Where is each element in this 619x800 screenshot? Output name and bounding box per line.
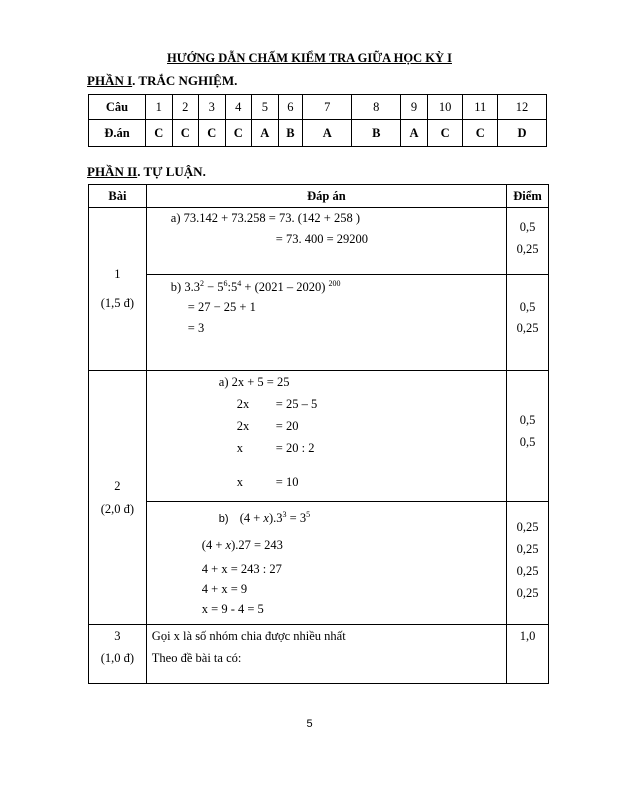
- answer-cell: B: [352, 120, 401, 147]
- bai3-points: (1,0 đ): [100, 651, 135, 665]
- question-cell: 12: [498, 95, 547, 120]
- bai2a-expr: = 25 – 5: [275, 397, 318, 411]
- bai3-score: [507, 625, 549, 684]
- answer-cell: D: [498, 120, 547, 147]
- score: 0,25: [516, 586, 539, 600]
- score: 0,25: [516, 542, 539, 556]
- exponent: 2: [199, 279, 204, 288]
- question-cell: 6: [278, 95, 303, 120]
- bai1b-line3: = 3: [187, 321, 205, 335]
- question-cell: 11: [463, 95, 498, 120]
- bai2a-answer: [146, 371, 506, 502]
- bai2-number: 2: [114, 478, 121, 493]
- row-label-cau: Câu: [89, 95, 146, 120]
- bai1-number: 1: [114, 267, 121, 281]
- bai2-cell: [89, 371, 147, 625]
- bai2b-answer: [146, 502, 506, 625]
- bai1b-score: [507, 275, 549, 371]
- score: 0,25: [516, 564, 539, 578]
- bai3-answer: [146, 625, 506, 684]
- table-row: [89, 275, 549, 371]
- bai2a-line1: a) 2x + 5 = 25: [218, 375, 290, 389]
- section-heading-part2: [87, 164, 206, 180]
- text: − 5: [203, 280, 224, 295]
- document-title: HƯỚNG DẪN CHẤM KIỂM TRA GIỮA HỌC KỲ I: [167, 51, 452, 65]
- answer-cell: C: [463, 120, 498, 147]
- answer-cell: C: [225, 120, 252, 147]
- bai1-points: (1,5 đ): [100, 296, 135, 310]
- bai1a-line1: a) 73.142 + 73.258 = 73. (142 + 258 ): [170, 211, 360, 225]
- exponent: 4: [237, 279, 242, 288]
- score: 0,5: [519, 435, 536, 449]
- bai2b-line3: 4 + x = 243 : 27: [201, 562, 282, 576]
- text: :5: [227, 280, 238, 295]
- question-cell: 3: [199, 95, 226, 120]
- text: + (2021 – 2020): [241, 280, 329, 295]
- bai1-cell: [89, 208, 147, 371]
- header-bai: Bài: [89, 185, 147, 208]
- answer-key-table: [88, 94, 547, 147]
- bai2b-score: [507, 502, 549, 625]
- bai3-number: 3: [114, 629, 121, 643]
- bai2a-score: [507, 371, 549, 502]
- bai1b-line2: = 27 − 25 + 1: [187, 300, 256, 314]
- question-cell: 9: [401, 95, 428, 120]
- bai2b-line5: x = 9 - 4 = 5: [201, 602, 264, 616]
- variable: x: [225, 538, 232, 552]
- text: (4 +: [201, 538, 226, 552]
- answer-cell: C: [199, 120, 226, 147]
- answer-cell: B: [278, 120, 303, 147]
- score: 0,25: [516, 520, 539, 534]
- question-cell: 8: [352, 95, 401, 120]
- essay-table: [88, 184, 549, 684]
- score: 0,25: [516, 321, 539, 335]
- score: 1,0: [519, 629, 536, 643]
- text: ).27 = 243: [231, 538, 283, 552]
- header-diem: Điểm: [507, 185, 549, 208]
- question-cell: 4: [225, 95, 252, 120]
- variable: x: [263, 511, 269, 526]
- header-row: [89, 185, 549, 208]
- score: 0,25: [516, 242, 539, 256]
- bai3-line1: Gọi x là số nhóm chia được nhiều nhất: [151, 629, 346, 643]
- bai3-cell: [89, 625, 147, 684]
- header-dapan: Đáp án: [146, 185, 506, 208]
- question-row: [89, 95, 547, 120]
- text: b): [218, 513, 229, 526]
- bai2b-line4: 4 + x = 9: [201, 582, 248, 596]
- bai2a-expr: = 20: [275, 419, 299, 433]
- bai2-points: (2,0 đ): [100, 501, 135, 516]
- bai1b-answer: [146, 275, 506, 371]
- answer-row: [89, 120, 547, 147]
- table-row: [89, 371, 549, 502]
- bai1a-answer: [146, 208, 506, 275]
- section-heading-part1: [87, 73, 237, 89]
- answer-cell: C: [146, 120, 173, 147]
- part1-rest: . TRẮC NGHIỆM.: [132, 73, 238, 88]
- answer-cell: C: [172, 120, 199, 147]
- text: = 3: [286, 511, 307, 526]
- bai3-line2: Theo đề bài ta có:: [151, 651, 242, 665]
- bai1a-score: [507, 208, 549, 275]
- answer-cell: A: [401, 120, 428, 147]
- part2-rest: . TỰ LUẬN.: [137, 164, 206, 179]
- score: 0,5: [519, 220, 536, 234]
- answer-cell: C: [427, 120, 463, 147]
- question-cell: 10: [427, 95, 463, 120]
- table-row: [89, 625, 549, 684]
- bai1a-line2: = 73. 400 = 29200: [275, 232, 369, 246]
- question-cell: 2: [172, 95, 199, 120]
- exponent: 3: [282, 510, 287, 519]
- row-label-dan: Đ.án: [89, 120, 146, 147]
- bai2a-var: x: [236, 441, 244, 455]
- answer-cell: A: [303, 120, 352, 147]
- text: (4 +: [239, 511, 264, 526]
- bai2b-line2: [202, 538, 283, 553]
- answer-cell: A: [252, 120, 279, 147]
- text: b) 3.3: [170, 280, 200, 295]
- table-row: [89, 502, 549, 625]
- part1-label: PHẦN I: [87, 73, 133, 88]
- page-number: 5: [306, 718, 313, 730]
- bai2a-var: x: [236, 475, 244, 489]
- part2-label: PHẦN II: [87, 164, 138, 179]
- table-row: [89, 208, 549, 275]
- question-cell: 7: [303, 95, 352, 120]
- question-cell: 1: [146, 95, 173, 120]
- bai2a-var: 2x: [236, 397, 250, 411]
- bai2a-expr: = 10: [275, 475, 299, 489]
- score: 0,5: [519, 413, 536, 427]
- score: 0,5: [519, 300, 536, 314]
- bai1b-line1: [171, 279, 341, 295]
- bai2b-line1: [219, 510, 310, 526]
- text: ).3: [268, 511, 283, 526]
- exponent: 5: [306, 510, 311, 519]
- exponent: 6: [223, 279, 228, 288]
- exponent: 200: [328, 279, 341, 288]
- bai2a-expr: = 20 : 2: [275, 441, 315, 455]
- question-cell: 5: [252, 95, 279, 120]
- bai2a-var: 2x: [236, 419, 250, 433]
